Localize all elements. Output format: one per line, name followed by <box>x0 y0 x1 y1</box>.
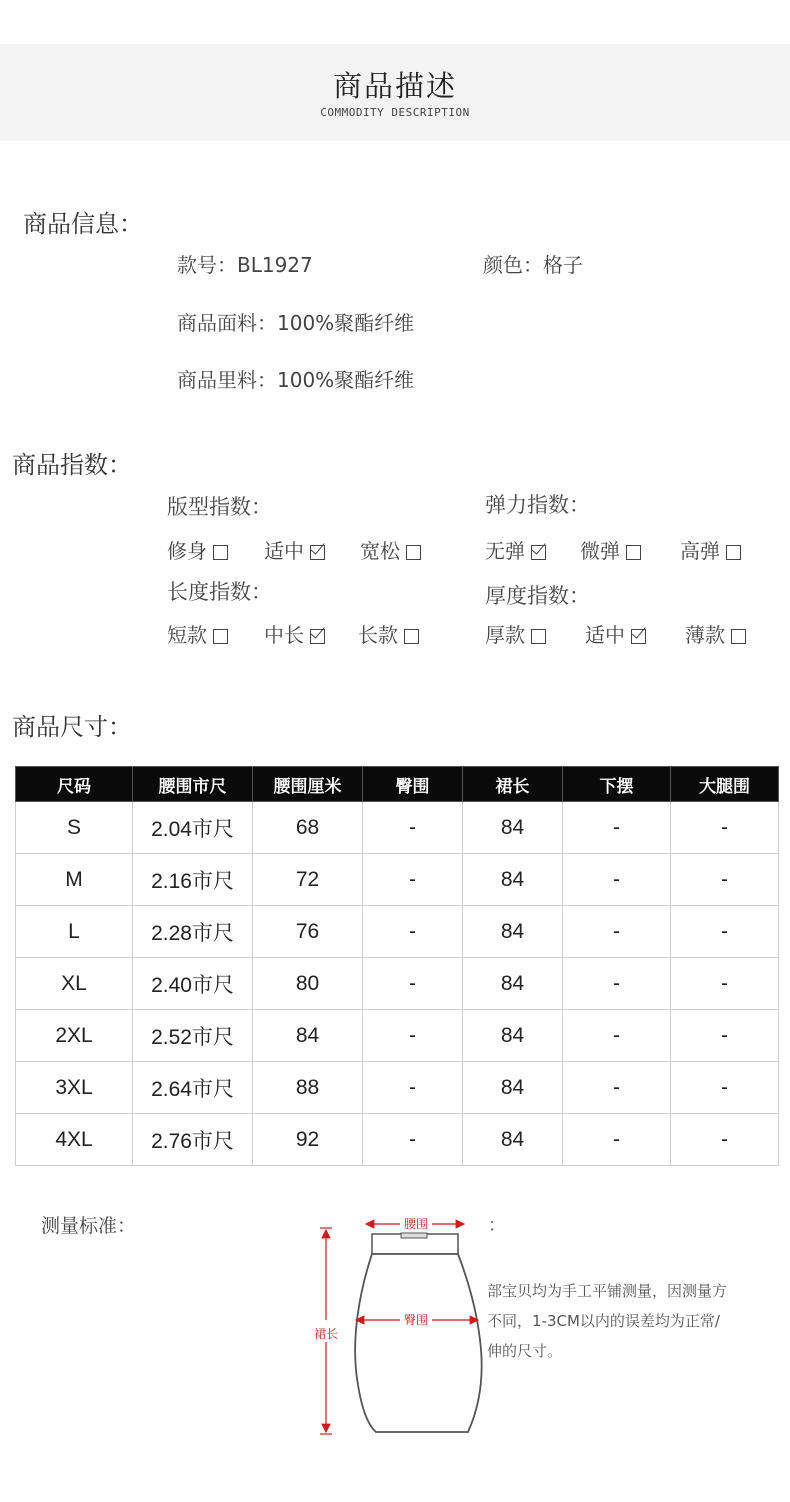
thickness-index-label: 厚度指数： <box>485 584 590 608</box>
table-cell: M <box>16 854 133 906</box>
table-cell: 84 <box>463 854 563 906</box>
elastic-option-slight <box>580 535 641 564</box>
length-label: 裙长 <box>313 1327 339 1341</box>
length-option-long <box>358 619 419 648</box>
index-heading: 商品指数： <box>12 451 132 479</box>
table-cell: - <box>671 906 779 958</box>
option-label: 修身 <box>167 539 207 563</box>
table-cell: 84 <box>463 1114 563 1166</box>
color-info: 颜色：格子 <box>483 253 583 277</box>
table-cell: 2.52市尺 <box>133 1010 253 1062</box>
table-cell: - <box>563 1114 671 1166</box>
table-cell: 80 <box>253 958 363 1010</box>
table-row <box>16 1062 779 1114</box>
size-table <box>15 766 779 1166</box>
length-option-mid <box>264 619 325 648</box>
option-label: 高弹 <box>680 539 720 563</box>
table-cell: - <box>671 1114 779 1166</box>
column-header: 大腿围 <box>671 767 779 802</box>
checkbox-icon <box>213 629 228 644</box>
table-cell: 68 <box>253 802 363 854</box>
checkbox-icon <box>213 545 228 560</box>
banner-title: 商品描述 <box>332 69 457 103</box>
table-cell: 2.16市尺 <box>133 854 253 906</box>
table-cell: 84 <box>463 1010 563 1062</box>
table-cell: - <box>363 802 463 854</box>
checkbox-icon <box>404 629 419 644</box>
note-line-1: 部宝贝均为手工平铺测量，因测量方 <box>487 1282 728 1300</box>
column-header: 尺码 <box>16 767 133 802</box>
table-cell: S <box>16 802 133 854</box>
table-cell: 88 <box>253 1062 363 1114</box>
table-cell: 84 <box>463 1062 563 1114</box>
table-row <box>16 958 779 1010</box>
table-row <box>16 1114 779 1166</box>
table-cell: 84 <box>463 906 563 958</box>
table-cell: 2.64市尺 <box>133 1062 253 1114</box>
checkbox-icon <box>626 545 641 560</box>
checkbox-icon <box>406 545 421 560</box>
table-cell: 3XL <box>16 1062 133 1114</box>
table-cell: XL <box>16 958 133 1010</box>
checked-checkbox-icon <box>531 545 546 560</box>
table-header-row <box>16 767 779 802</box>
length-option-short <box>167 619 228 648</box>
table-row <box>16 802 779 854</box>
table-row <box>16 854 779 906</box>
description-banner <box>0 44 790 141</box>
table-cell: 4XL <box>16 1114 133 1166</box>
fit-index-label: 版型指数： <box>167 495 272 519</box>
option-label: 宽松 <box>360 539 400 563</box>
note-colon: ： <box>488 1215 506 1236</box>
table-cell: - <box>563 906 671 958</box>
table-cell: - <box>563 958 671 1010</box>
table-cell: - <box>671 854 779 906</box>
hip-label: 臀围 <box>403 1313 429 1327</box>
table-cell: - <box>671 958 779 1010</box>
checkbox-icon <box>731 629 746 644</box>
column-header: 腰围厘米 <box>253 767 363 802</box>
table-cell: - <box>563 1010 671 1062</box>
column-header: 臀围 <box>363 767 463 802</box>
option-label: 长款 <box>358 623 398 647</box>
table-cell: 84 <box>253 1010 363 1062</box>
fit-option-regular <box>264 535 325 564</box>
table-cell: - <box>563 802 671 854</box>
note-line-2: 不同，1-3CM以内的误差均为正常/ <box>487 1312 720 1330</box>
thickness-option-thin <box>685 619 746 648</box>
elastic-option-none <box>485 535 546 564</box>
table-row <box>16 1010 779 1062</box>
table-cell: - <box>563 1062 671 1114</box>
option-label: 微弹 <box>580 539 620 563</box>
table-cell: L <box>16 906 133 958</box>
style-number: 款号：BL1927 <box>177 253 313 277</box>
fit-option-slim <box>167 535 228 564</box>
option-label: 适中 <box>585 623 625 647</box>
table-cell: 2.76市尺 <box>133 1114 253 1166</box>
table-cell: 84 <box>463 958 563 1010</box>
waist-label: 腰围 <box>403 1217 429 1231</box>
elastic-index-label: 弹力指数： <box>485 493 590 517</box>
table-cell: - <box>671 1062 779 1114</box>
table-cell: 2XL <box>16 1010 133 1062</box>
table-cell: 2.04市尺 <box>133 802 253 854</box>
table-row <box>16 906 779 958</box>
checked-checkbox-icon <box>631 629 646 644</box>
table-cell: 2.40市尺 <box>133 958 253 1010</box>
table-cell: - <box>563 854 671 906</box>
option-label: 厚款 <box>485 623 525 647</box>
option-label: 薄款 <box>685 623 725 647</box>
fit-option-loose <box>360 535 421 564</box>
skirt-diagram <box>300 1210 490 1445</box>
note-line-3: 伸的尺寸。 <box>487 1342 563 1360</box>
option-label: 中长 <box>264 623 304 647</box>
measure-label: 测量标准： <box>41 1215 137 1237</box>
thickness-option-thick <box>485 619 546 648</box>
column-header: 下摆 <box>563 767 671 802</box>
table-cell: 72 <box>253 854 363 906</box>
elastic-option-high <box>680 535 741 564</box>
size-heading: 商品尺寸： <box>12 713 132 741</box>
table-cell: - <box>671 802 779 854</box>
checked-checkbox-icon <box>310 629 325 644</box>
column-header: 裙长 <box>463 767 563 802</box>
checkbox-icon <box>531 629 546 644</box>
column-header: 腰围市尺 <box>133 767 253 802</box>
option-label: 短款 <box>167 623 207 647</box>
table-cell: - <box>363 906 463 958</box>
skirt-waistband <box>372 1233 458 1254</box>
thickness-option-regular <box>585 619 646 648</box>
table-cell: - <box>363 958 463 1010</box>
table-cell: - <box>671 1010 779 1062</box>
skirt-outline <box>355 1254 482 1432</box>
table-cell: 2.28市尺 <box>133 906 253 958</box>
info-heading: 商品信息： <box>23 210 143 238</box>
option-label: 适中 <box>264 539 304 563</box>
lining-info: 商品里料：100%聚酯纤维 <box>177 368 415 392</box>
table-cell: - <box>363 854 463 906</box>
option-label: 无弹 <box>485 539 525 563</box>
checkbox-icon <box>726 545 741 560</box>
banner-subtitle: COMMODITY DESCRIPTION <box>320 106 470 119</box>
table-cell: - <box>363 1010 463 1062</box>
checked-checkbox-icon <box>310 545 325 560</box>
table-cell: - <box>363 1062 463 1114</box>
table-cell: 76 <box>253 906 363 958</box>
length-index-label: 长度指数： <box>167 580 272 604</box>
table-cell: 92 <box>253 1114 363 1166</box>
table-cell: - <box>363 1114 463 1166</box>
fabric-info: 商品面料：100%聚酯纤维 <box>177 311 415 335</box>
table-cell: 84 <box>463 802 563 854</box>
